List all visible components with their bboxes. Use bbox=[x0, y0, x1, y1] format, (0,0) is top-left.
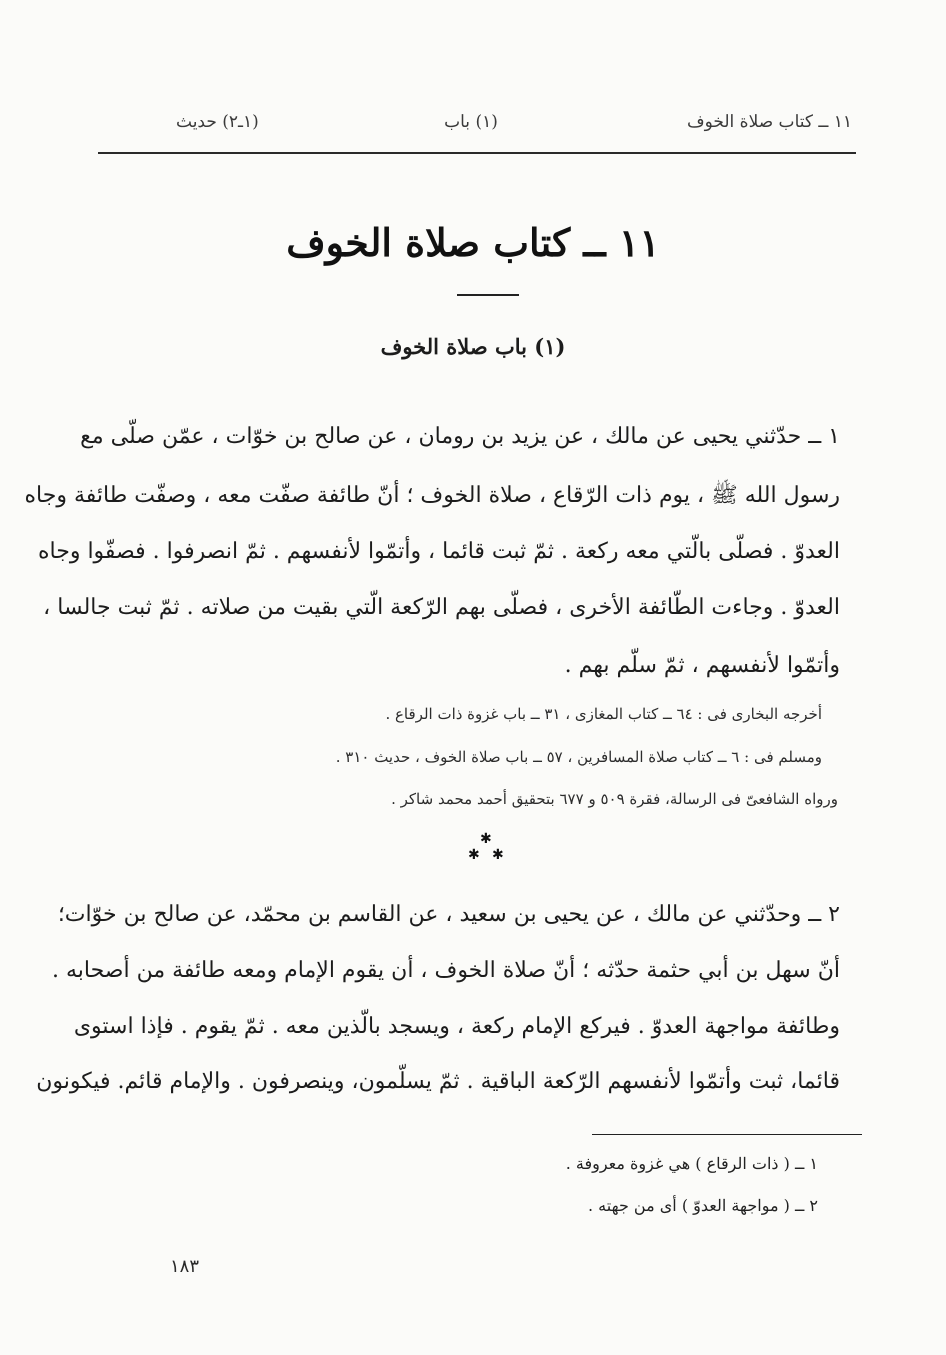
hadith-1-line: وأتمّوا لأنفسهم ، ثمّ سلّم بهم . bbox=[564, 653, 840, 678]
book-title: ١١ ــ كتاب صلاة الخوف bbox=[286, 220, 660, 265]
running-header-hadith-range: (١ـ٢) حديث bbox=[176, 112, 259, 132]
hadith-2-line: ٢ ــ وحدّثني عن مالك ، عن يحيى بن سعيد ، عن القاسم بن محمّد، عن صالح بن خوّات؛ bbox=[57, 902, 840, 927]
running-header-chapter-label: (١) باب bbox=[444, 112, 498, 132]
title-divider bbox=[457, 294, 519, 296]
section-separator bbox=[464, 832, 508, 868]
footnote: ١ ــ ( ذات الرقاع ) هي غزوة معروفة . bbox=[565, 1154, 818, 1173]
footnote: ٢ ــ ( مواجهة العدوّ ) أى من جهته . bbox=[588, 1196, 818, 1215]
header-rule bbox=[98, 152, 856, 154]
hadith-1-reference: ومسلم فى : ٦ ــ كتاب صلاة المسافرين ، ٥٧ ــ باب صلاة الخوف ، حديث ٣١٠ . bbox=[335, 748, 822, 766]
separator-star: ✱ bbox=[480, 831, 492, 847]
hadith-1-line: العدوّ . فصلّى بالّتي معه ركعة . ثمّ ثبت قائما ، وأتمّوا لأنفسهم . ثمّ انصرفوا . فصفّوا وجاه bbox=[38, 539, 840, 564]
chapter-title: (١) باب صلاة الخوف bbox=[380, 334, 566, 359]
hadith-1-line: العدوّ . وجاءت الطّائفة الأخرى ، فصلّى بهم الرّكعة الّتي بقيت من صلاته . ثمّ ثبت جالسا ، bbox=[43, 595, 840, 620]
separator-star: ✱ bbox=[492, 847, 504, 863]
hadith-2-line: قائما، ثبت وأتمّوا لأنفسهم الرّكعة الباقية . ثمّ يسلّمون، وينصرفون . والإمام قائم. فيكونون bbox=[36, 1069, 840, 1094]
footnote-rule bbox=[592, 1134, 862, 1135]
hadith-1-reference: أخرجه البخارى فى : ٦٤ ــ كتاب المغازى ، ٣١ ــ باب غزوة ذات الرقاع . bbox=[385, 705, 822, 723]
hadith-1-reference: ورواه الشافعىّ فى الرسالة، فقرة ٥٠٩ و ٦٧٧ بتحقيق أحمد محمد شاكر . bbox=[391, 790, 838, 808]
hadith-1-line: رسول الله ﷺ ، يوم ذات الرّقاع ، صلاة الخوف ؛ أنّ طائفة صفّت معه ، وصفّت طائفة وجاه bbox=[24, 483, 840, 508]
running-header-book: ١١ ــ كتاب صلاة الخوف bbox=[686, 112, 852, 132]
hadith-2-line: وطائفة مواجهة العدوّ . فيركع الإمام ركعة ، ويسجد بالّذين معه . ثمّ يقوم . فإذا استوى bbox=[73, 1014, 840, 1039]
running-header-chapter bbox=[0, 112, 946, 132]
separator-star: ✱ bbox=[468, 847, 480, 863]
hadith-1-line: ١ ــ حدّثني يحيى عن مالك ، عن يزيد بن رومان ، عن صالح بن خوّات ، عمّن صلّى مع bbox=[80, 424, 840, 449]
page-number: ١٨٣ bbox=[170, 1256, 200, 1277]
hadith-2-line: أنّ سهل بن أبي حثمة حدّثه ؛ أنّ صلاة الخوف ، أن يقوم الإمام ومعه طائفة من أصحابه . bbox=[51, 958, 840, 983]
